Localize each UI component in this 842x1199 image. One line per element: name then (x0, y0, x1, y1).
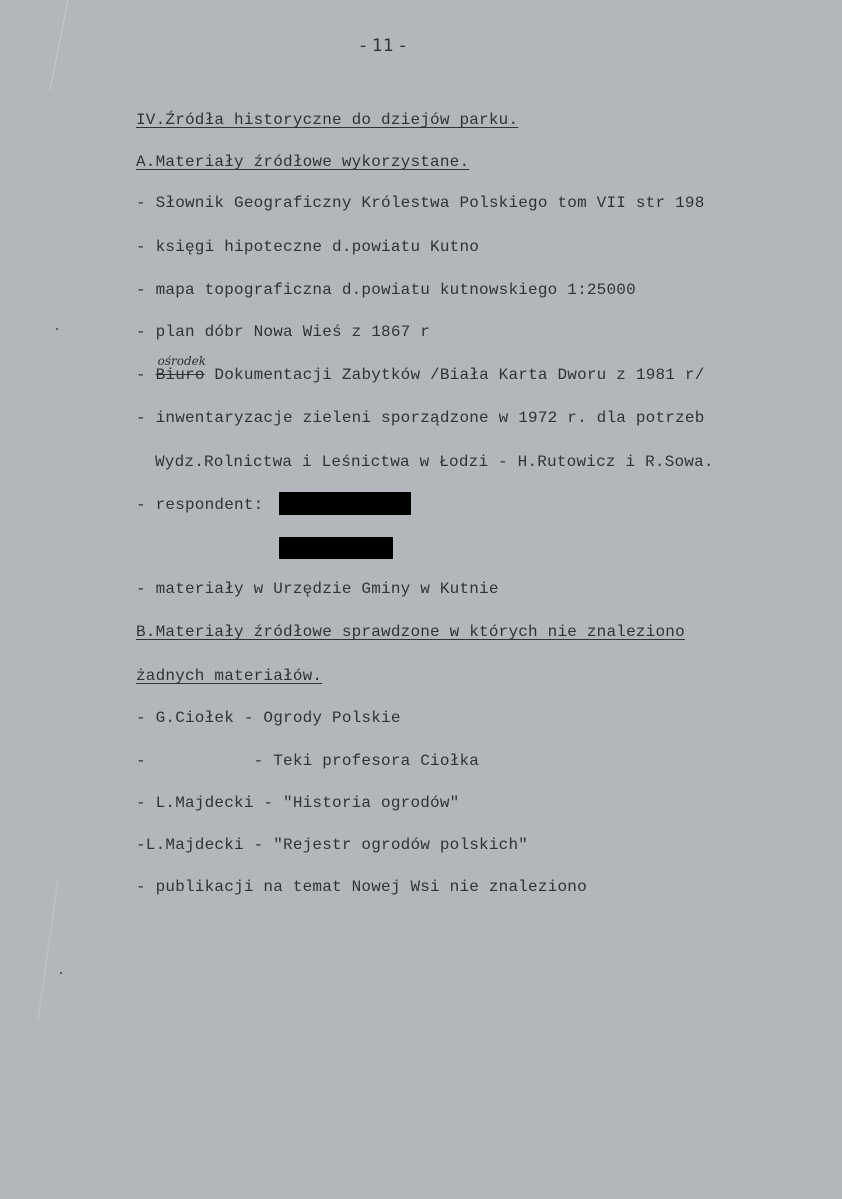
scan-speck (56, 328, 58, 330)
corrected-word (155, 354, 207, 385)
chapter-heading: IV.Źródła historyczne do dziejów parku. (136, 111, 519, 129)
redaction-bar (279, 537, 393, 559)
source-item-continuation: Wydz.Rolnictwa i Leśnictwa w Łodzi - H.Rutowicz i R.Sowa. (155, 453, 714, 471)
item-dash: - (136, 366, 156, 384)
handwritten-correction: ośrodek (157, 354, 207, 368)
source-item: - inwentaryzacje zieleni sporządzone w 1972 r. dla potrzeb (136, 409, 705, 427)
redaction-bar (279, 492, 411, 515)
checked-source-item: - L.Majdecki - "Historia ogrodów" (136, 794, 460, 812)
checked-source-item: - publikacji na temat Nowej Wsi nie znaleziono (136, 878, 587, 896)
section-b-title: B.Materiały źródłowe sprawdzone w których nie znaleziono (136, 623, 685, 641)
source-item (136, 354, 705, 385)
checked-source-item: - G.Ciołek - Ogrody Polskie (136, 709, 401, 727)
page-number: - 11 - (360, 36, 406, 56)
source-item: - księgi hipoteczne d.powiatu Kutno (136, 238, 480, 256)
section-b-title-continuation: żadnych materiałów. (136, 667, 323, 685)
scan-speck (60, 972, 62, 974)
checked-source-item: - - Teki profesora Ciołka (136, 752, 480, 770)
struck-word: Biuro (155, 366, 205, 384)
source-item: - mapa topograficzna d.powiatu kutnowskiego 1:25000 (136, 281, 636, 299)
section-a-title: A.Materiały źródłowe wykorzystane. (136, 153, 470, 171)
item-text: Dokumentacji Zabytków /Biała Karta Dworu z 1981 r/ (204, 366, 705, 384)
source-item: - materiały w Urzędzie Gminy w Kutnie (136, 580, 499, 598)
checked-source-item: -L.Majdecki - "Rejestr ogrodów polskich" (136, 836, 529, 854)
source-item: - plan dóbr Nowa Wieś z 1867 r (136, 323, 431, 341)
source-item: - Słownik Geograficzny Królestwa Polskiego tom VII str 198 (136, 194, 705, 212)
respondent-label: - respondent: (136, 496, 264, 514)
